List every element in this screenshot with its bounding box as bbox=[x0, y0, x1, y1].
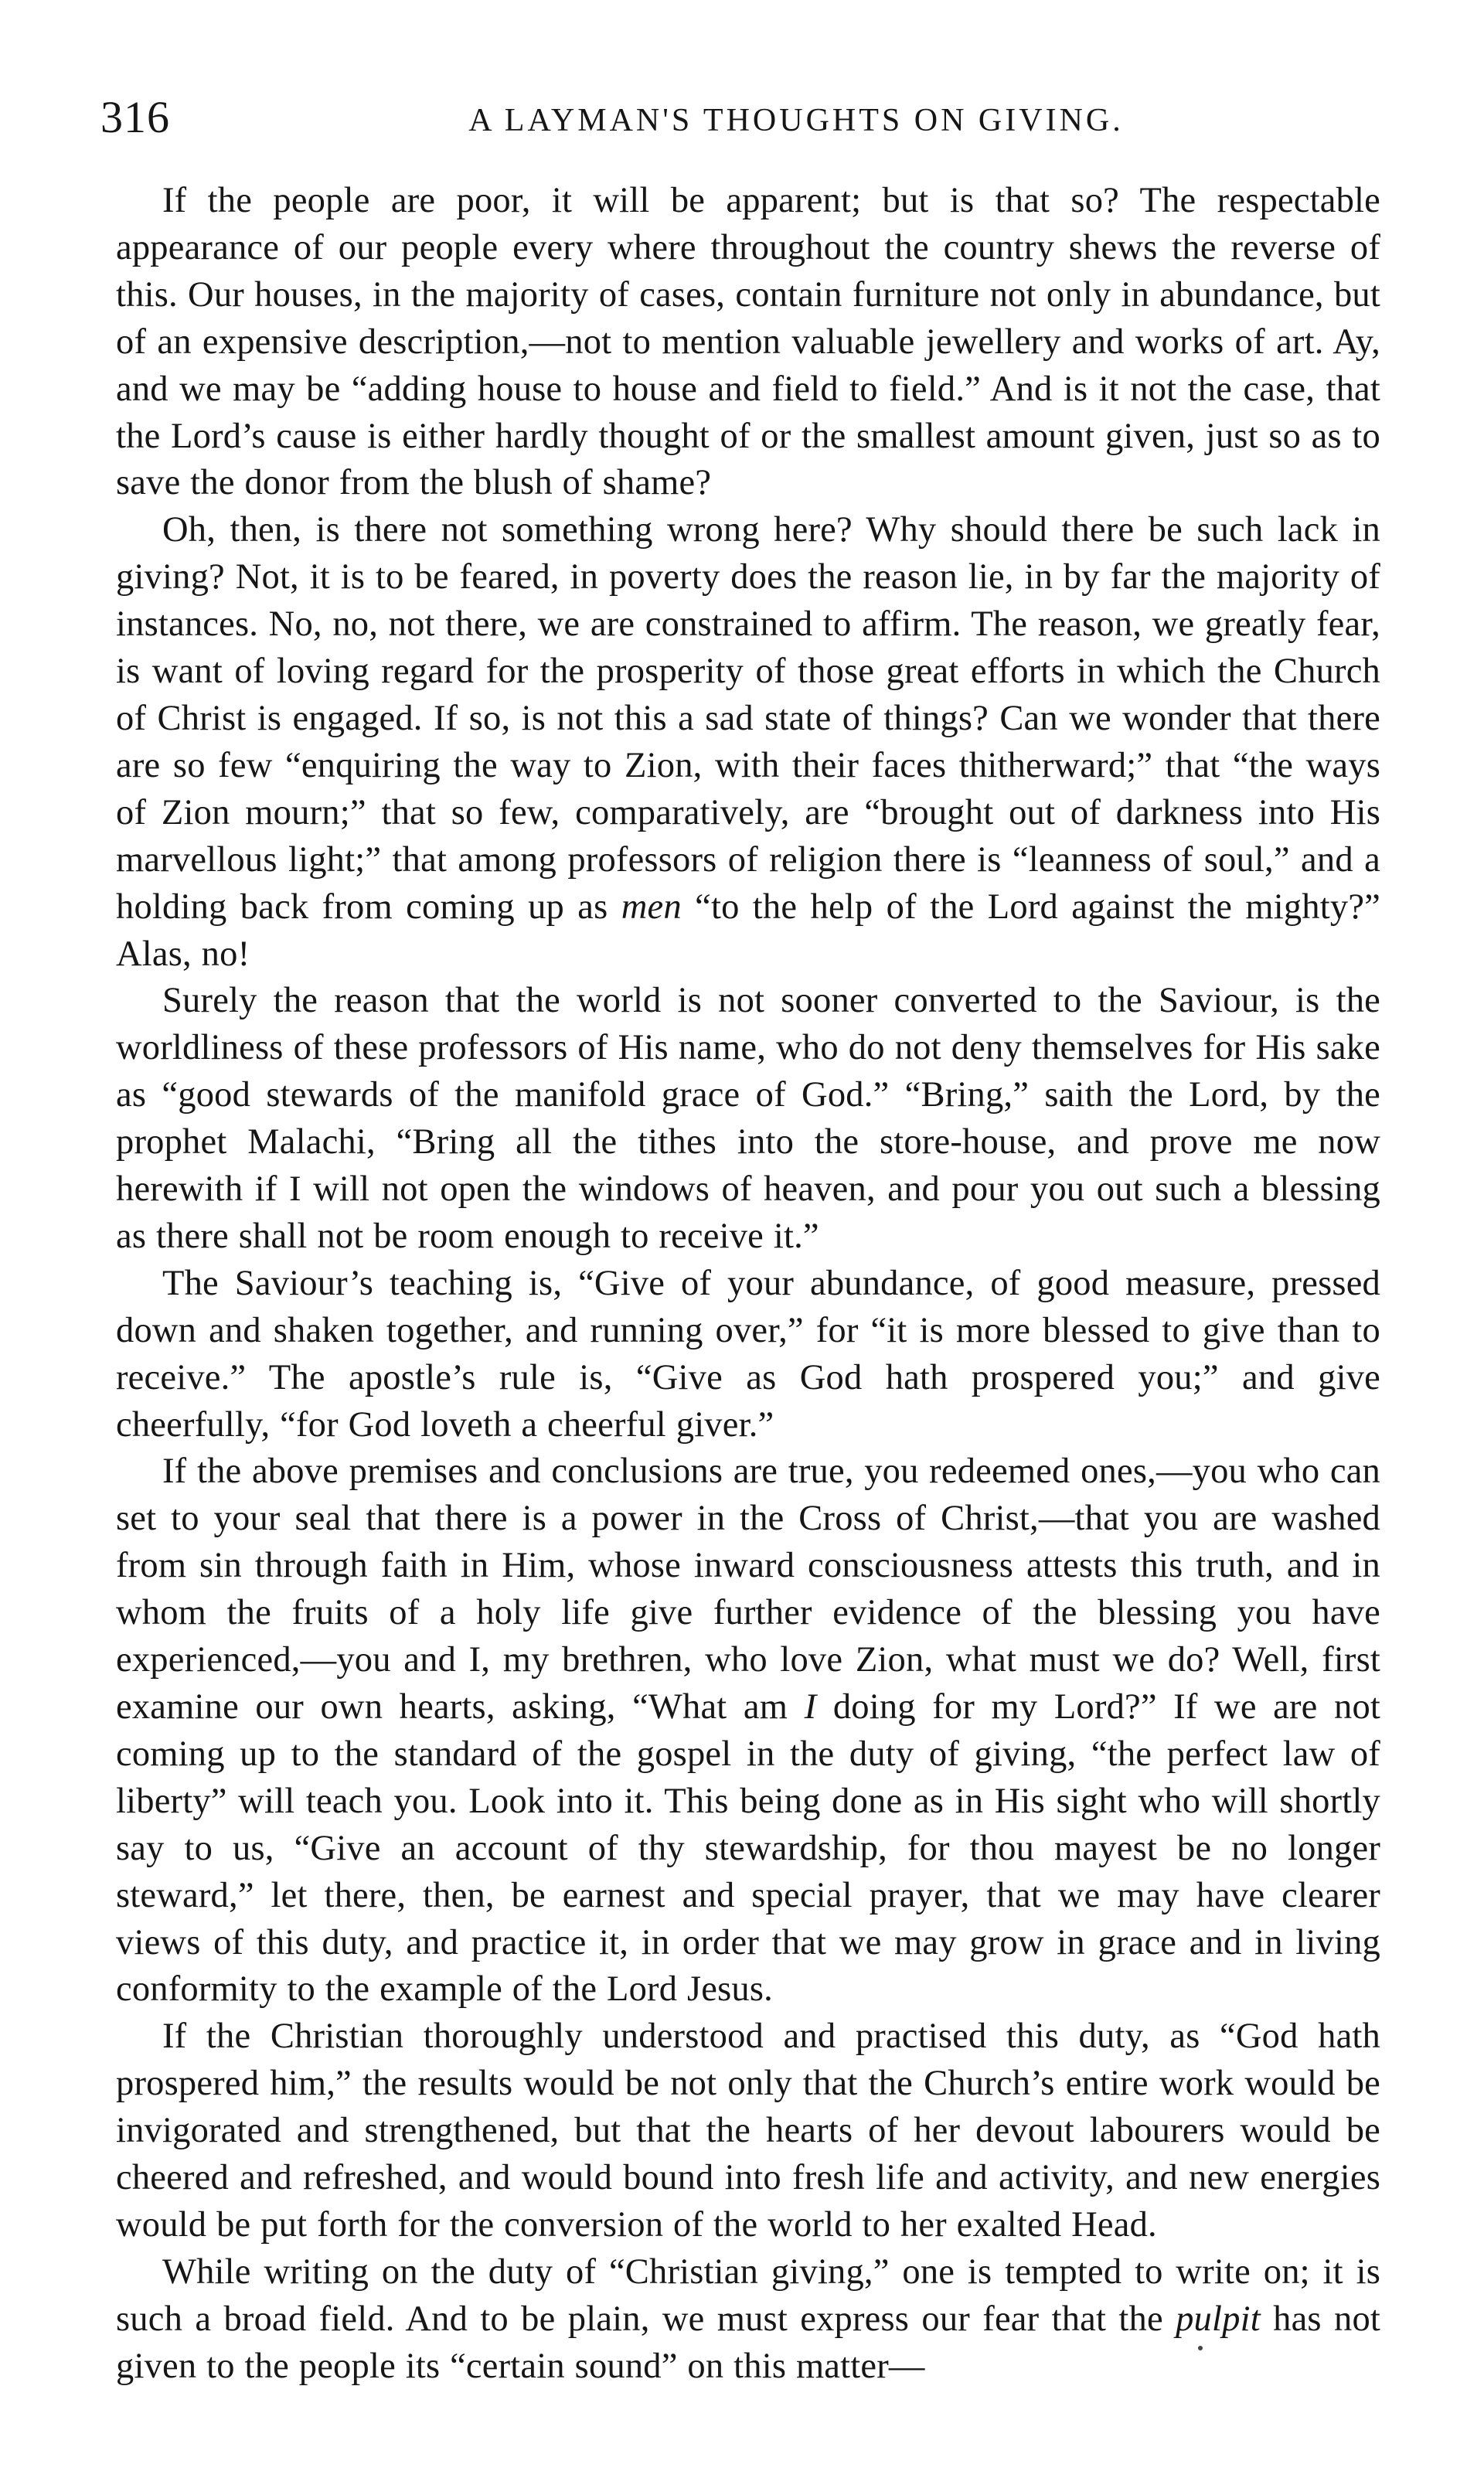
body-text bbox=[116, 178, 1380, 2391]
paragraph-text-tail: doing for my Lord?” If we are not coming up to the standard of the gospel in the duty of giving, “the perfect law of liberty” will teach you. Look into it. This being done as in His sight who will shortly say to us, “Give an account of thy stewardship, for thou mayest be no longer steward,” let there, then, be earnest and special prayer, that we may have clearer views of this duty, and practice it, in order that we may grow in grace and in living conformity to the example of the Lord Jesus. bbox=[116, 1687, 1381, 2010]
paragraph-text-tail: has not given to the people its “certain sound” on this matter— bbox=[116, 2299, 1381, 2386]
paragraph-7 bbox=[116, 2249, 1380, 2391]
paragraph-text: While writing on the duty of “Christian giving,” one is tempted to write on; it is such a broad field. And to be plain, we must express our fear that the bbox=[116, 2251, 1380, 2339]
paragraph-4 bbox=[116, 1261, 1380, 1449]
running-head bbox=[100, 87, 1376, 148]
paragraph-5 bbox=[116, 1448, 1380, 2013]
paragraph-text: Oh, then, is there not something wrong here? Why should there be such lack in giving? Not, it is to be feared, in poverty does the reason lie, in by far the majority of instances. No, no, not there, we are constrained to affirm. The reason, we greatly fear, is want of loving regard for the prosperity of those great efforts in which the Church of Christ is engaged. If so, is not this a sad state of things? Can we wonder that there are so few “enquiring the way to Zion, with their faces thitherward;” that “the ways of Zion mourn;” that so few, comparatively, are “brought out of darkness into His marvellous light;” that among professors of religion there is “leanness of soul,” and a holding back from coming up as bbox=[116, 510, 1380, 927]
page-number: 316 bbox=[100, 92, 170, 142]
paragraph-text: If the Christian thoroughly understood and practised this duty, as “God hath prospered him,” the results would be not only that the Church’s entire work would be invigorated and strengthened, but that the hearts of her devout labourers would be cheered and refreshed, and would bound into fresh life and activity, and new energies would be put forth for the conversion of the world to her exalted Head. bbox=[116, 2017, 1380, 2245]
emphasis-text: men bbox=[621, 887, 682, 927]
paragraph-text: If the above premises and conclusions are true, you redeemed ones,—you who can set to your seal that there is a power in the Cross of Christ,—that you are washed from sin through faith in Him, whose inward consciousness attests this truth, and in whom the fruits of a holy life give further evidence of the blessing you have experienced,—you and I, my brethren, who love Zion, what must we do? Well, first examine our own hearts, asking, “What am bbox=[116, 1452, 1380, 1727]
emphasis-text: pulpit bbox=[1176, 2299, 1261, 2339]
emphasis-text: I bbox=[804, 1687, 817, 1727]
printer-dot bbox=[1198, 2346, 1203, 2350]
paragraph-6 bbox=[116, 2013, 1380, 2249]
paragraph-text-tail: “to the help of the Lord against the mighty?” Alas, no! bbox=[116, 887, 1381, 974]
paragraph-text: The Saviour’s teaching is, “Give of your abundance, of good measure, pressed down and shaken together, and running over,” for “it is more blessed to give than to receive.” The apostle’s rule is, “Give as God hath prospered you;” and give cheerfully, “for God loveth a cheerful giver.” bbox=[116, 1263, 1380, 1445]
paragraph-2 bbox=[116, 507, 1380, 978]
paragraph-text: Surely the reason that the world is not sooner converted to the Saviour, is the worldliness of these professors of His name, who do not deny themselves for His sake as “good stewards of the manifold grace of God.” “Bring,” saith the Lord, by the prophet Malachi, “Bring all the tithes into the store-house, and prove me now herewith if I will not open the windows of heaven, and pour you out such a blessing as there shall not be room enough to receive it.” bbox=[116, 981, 1380, 1256]
running-title: A LAYMAN'S THOUGHTS ON GIVING. bbox=[468, 103, 1124, 138]
paragraph-3 bbox=[116, 978, 1380, 1260]
paragraph-text: If the people are poor, it will be apparent; but is that so? The respectable appearance of our people every where throughout the country shews the reverse of this. Our houses, in the majority of cases, contain furniture not only in abundance, but of an expensive description,—not to mention valuable jewellery and works of art. Ay, and we may be “adding house to house and field to field.” And is it not the case, that the Lord’s cause is either hardly thought of or the smallest amount given, just so as to save the donor from the blush of shame? bbox=[116, 181, 1380, 503]
paragraph-1 bbox=[116, 178, 1380, 507]
